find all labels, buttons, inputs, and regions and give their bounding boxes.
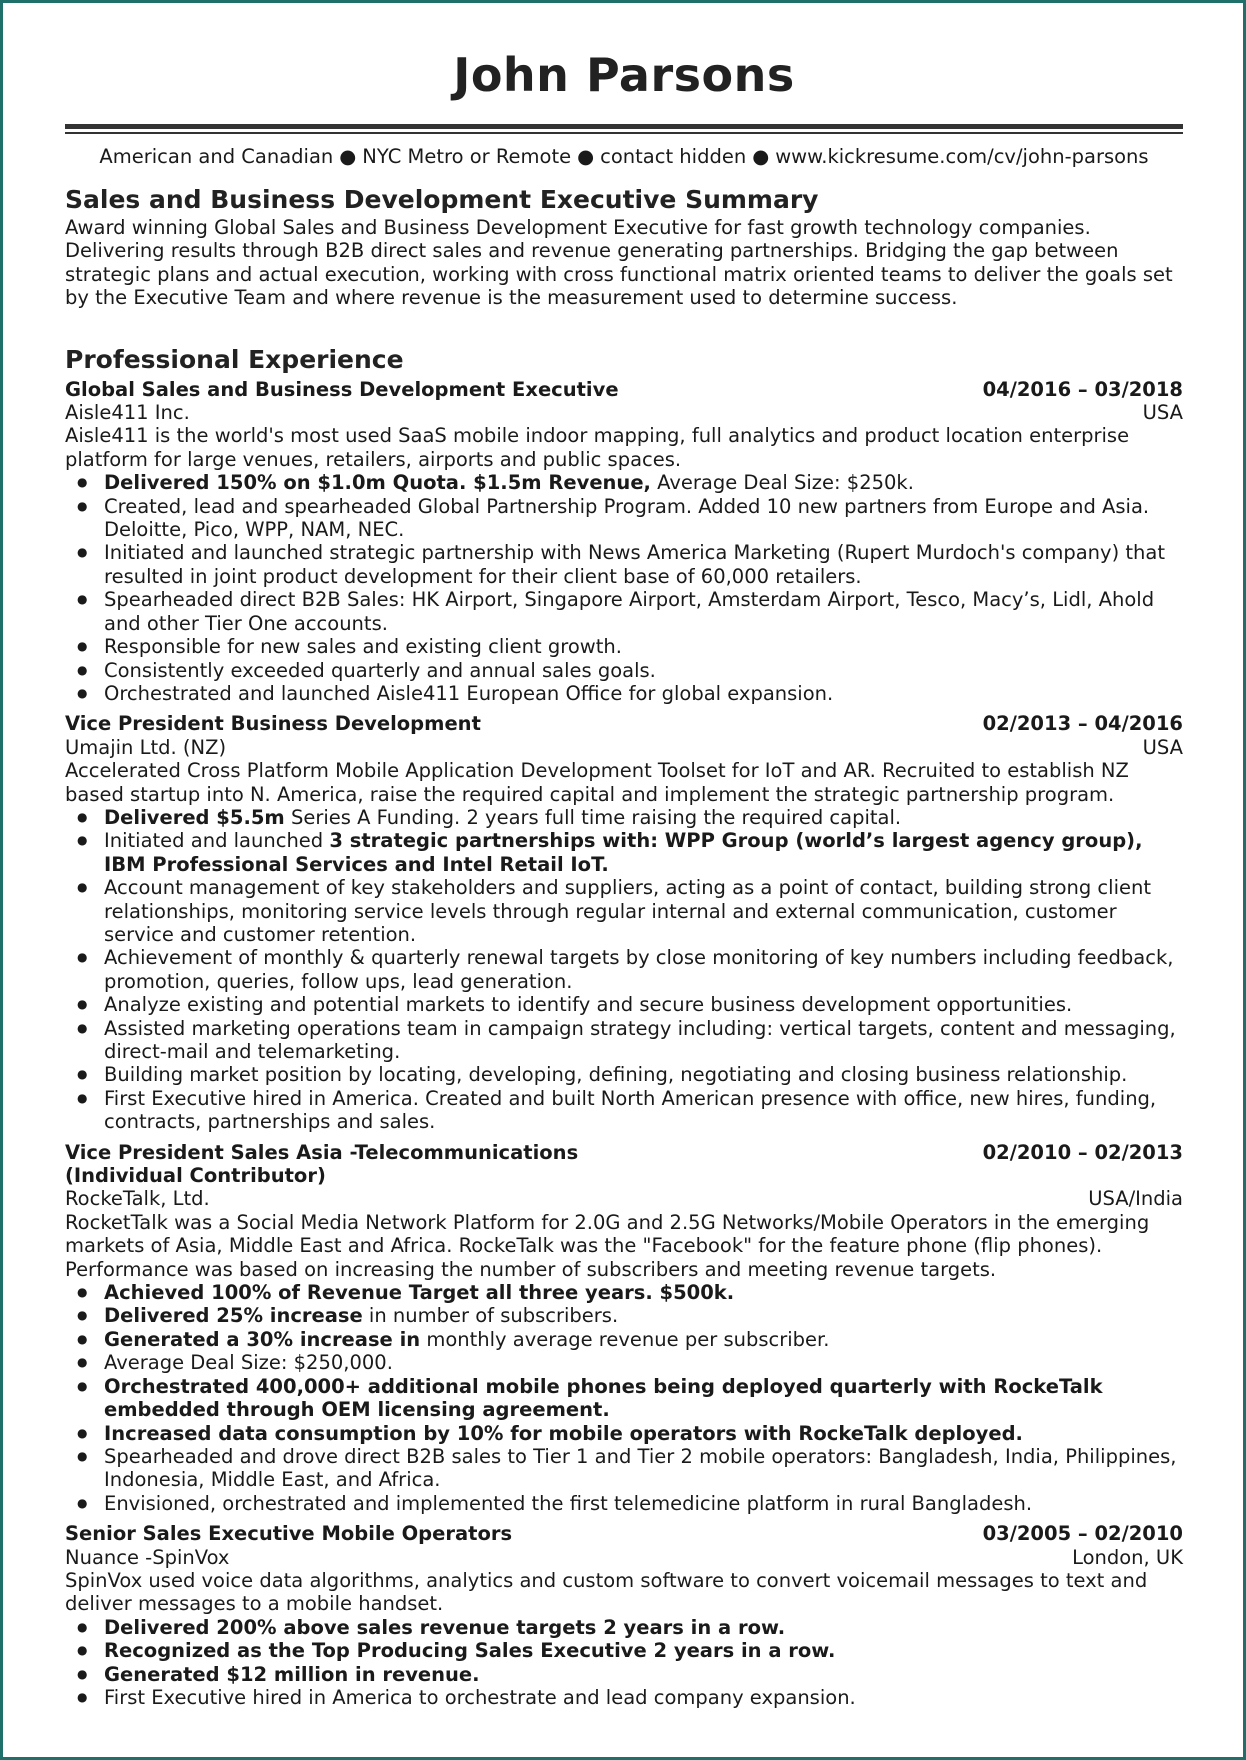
bullet-highlight: Delivered 150% on $1.0m Quota. $1.5m Revenue, bbox=[104, 471, 651, 495]
list-item bbox=[104, 829, 1183, 876]
job-company: Umajin Ltd. (NZ) bbox=[65, 735, 227, 759]
bullet-highlight: Recognized as the Top Producing Sales Executive 2 years in a row. bbox=[104, 1639, 836, 1663]
list-item bbox=[104, 495, 1183, 542]
list-item bbox=[104, 1281, 1183, 1304]
bullet-highlight: Increased data consumption by 10% for mobile operators with RockeTalk deployed. bbox=[104, 1421, 1023, 1445]
job-dates: 03/2005 – 02/2010 bbox=[982, 1522, 1183, 1546]
header-rule bbox=[65, 124, 1183, 134]
job-entry bbox=[65, 712, 1183, 1133]
job-dates: 02/2013 – 04/2016 bbox=[982, 712, 1183, 736]
bullet-text: Spearheaded and drove direct B2B sales to Tier 1 and Tier 2 mobile operators: Bangladesh, India, Philippines, Indonesia, Middle East, and Africa. bbox=[104, 1444, 1177, 1492]
bullet-text: Analyze existing and potential markets to identify and secure business development opportunities. bbox=[104, 993, 1073, 1017]
bullet-text: monthly average revenue per subscriber. bbox=[420, 1327, 830, 1351]
list-item bbox=[104, 993, 1183, 1016]
bullet-text: Initiated and launched strategic partnership with News America Marketing (Rupert Murdoch's company) that resulted in joint product development for their client base of 60,000 retailers. bbox=[104, 541, 1165, 588]
summary-section bbox=[65, 184, 1183, 310]
bullet-text: Series A Funding. 2 years full time raising the required capital. bbox=[284, 805, 902, 829]
list-item bbox=[104, 1639, 1183, 1662]
job-company-row bbox=[65, 401, 1183, 424]
contact-info: contact hidden bbox=[600, 145, 747, 168]
job-header bbox=[65, 1141, 1183, 1164]
job-entry bbox=[65, 378, 1183, 706]
job-company-row bbox=[65, 1187, 1183, 1210]
bullet-text: Average Deal Size: $250k. bbox=[650, 471, 914, 495]
job-company: RockeTalk, Ltd. bbox=[65, 1187, 210, 1211]
candidate-name: John Parsons bbox=[453, 48, 795, 102]
bullet-text: Account management of key stakeholders and suppliers, acting as a point of contact, building strong client relationships, monitoring service levels through regular internal and external communication, customer service and customer retention. bbox=[104, 876, 1151, 946]
experience-heading: Professional Experience bbox=[65, 344, 404, 374]
list-item bbox=[104, 1375, 1183, 1422]
separator-dot: ● bbox=[752, 145, 770, 168]
job-dates: 02/2010 – 02/2013 bbox=[982, 1140, 1183, 1164]
job-title: Vice President Sales Asia -Telecommunications bbox=[65, 1140, 579, 1164]
job-description: SpinVox used voice data algorithms, analytics and custom software to convert voicemail messages to text and deliver messages to a mobile handset. bbox=[65, 1568, 1148, 1616]
list-item bbox=[104, 1063, 1183, 1086]
bullet-text: Envisioned, orchestrated and implemented the first telemedicine platform in rural Bangladesh. bbox=[104, 1491, 1033, 1515]
resume-page bbox=[65, 40, 1183, 1709]
bullet-highlight: Delivered 200% above sales revenue targets 2 years in a row. bbox=[104, 1615, 786, 1639]
list-item bbox=[104, 806, 1183, 829]
list-item bbox=[104, 1445, 1183, 1492]
job-company-row bbox=[65, 736, 1183, 759]
bullet-highlight: Orchestrated 400,000+ additional mobile phones being deployed quarterly with RockeTalk embedded through OEM licensing agreement. bbox=[104, 1374, 1103, 1422]
bullet-highlight: Generated $12 million in revenue. bbox=[104, 1662, 480, 1686]
bullet-text: Assisted marketing operations team in campaign strategy including: vertical targets, content and messaging, direct-mail and telemarketing. bbox=[104, 1016, 1176, 1063]
list-item bbox=[104, 659, 1183, 682]
list-item bbox=[104, 635, 1183, 658]
job-achievements bbox=[65, 471, 1183, 705]
separator-dot: ● bbox=[577, 145, 595, 168]
list-item bbox=[104, 1304, 1183, 1327]
job-description: Accelerated Cross Platform Mobile Application Development Toolset for IoT and AR. Recruited to establish NZ based startup into N. America, raise the required capital and implement the strategic partnership program. bbox=[65, 759, 1129, 806]
job-title: Senior Sales Executive Mobile Operators bbox=[65, 1522, 513, 1546]
job-achievements bbox=[65, 806, 1183, 1134]
bullet-highlight: Generated a 30% increase in bbox=[104, 1327, 421, 1351]
job-location: USA bbox=[1142, 735, 1183, 759]
job-description: Aisle411 is the world's most used SaaS mobile indoor mapping, full analytics and product location enterprise platform for large venues, retailers, airports and public spaces. bbox=[65, 424, 1130, 471]
summary-heading: Sales and Business Development Executive Summary bbox=[65, 185, 819, 214]
bullet-highlight: Achieved 100% of Revenue Target all three years. $500k. bbox=[104, 1281, 735, 1305]
list-item bbox=[104, 471, 1183, 494]
bullet-text: First Executive hired in America. Created and built North American presence with office, new hires, funding, contracts, partnerships and sales. bbox=[104, 1086, 1157, 1134]
job-header bbox=[65, 1522, 1183, 1545]
job-entry bbox=[65, 1141, 1183, 1516]
job-company: Aisle411 Inc. bbox=[65, 401, 190, 425]
job-list bbox=[65, 378, 1183, 1710]
bullet-highlight: Delivered $5.5m bbox=[104, 805, 285, 829]
list-item bbox=[104, 1017, 1183, 1064]
list-item bbox=[104, 1328, 1183, 1351]
bullet-text: Responsible for new sales and existing client growth. bbox=[104, 635, 622, 659]
bullet-text: Consistently exceeded quarterly and annual sales goals. bbox=[104, 658, 656, 682]
job-achievements bbox=[65, 1616, 1183, 1710]
job-dates: 04/2016 – 03/2018 bbox=[982, 377, 1183, 401]
list-item bbox=[104, 541, 1183, 588]
list-item bbox=[104, 1686, 1183, 1709]
separator-dot: ● bbox=[339, 145, 357, 168]
bullet-text: Average Deal Size: $250,000. bbox=[104, 1351, 393, 1375]
bullet-text: Orchestrated and launched Aisle411 European Office for global expansion. bbox=[104, 681, 834, 705]
job-company: Nuance -SpinVox bbox=[65, 1545, 230, 1569]
bullet-text: in number of subscribers. bbox=[362, 1304, 619, 1328]
bullet-text: Achievement of monthly & quarterly renewal targets by close monitoring of key numbers including feedback, promotion, queries, follow ups, lead generation. bbox=[104, 946, 1174, 993]
job-location: USA bbox=[1142, 401, 1183, 425]
list-item bbox=[104, 1087, 1183, 1134]
contact-website: www.kickresume.com/cv/john-parsons bbox=[775, 145, 1149, 168]
list-item bbox=[104, 946, 1183, 993]
summary-text: Award winning Global Sales and Business Development Executive for fast growth technology companies. Delivering results through B2B direct sales and revenue generating partnerships. Bridging the gap between strategic plans and actual execution, working with cross functional matrix oriented teams to deliver the goals set by the Executive Team and where revenue is the measurement used to determine success. bbox=[65, 216, 1173, 310]
bullet-text-lead: Initiated and launched bbox=[104, 829, 330, 853]
job-entry bbox=[65, 1522, 1183, 1709]
list-item bbox=[104, 682, 1183, 705]
job-header bbox=[65, 378, 1183, 401]
job-header bbox=[65, 712, 1183, 735]
bullet-text: First Executive hired in America to orchestrate and lead company expansion. bbox=[104, 1685, 856, 1709]
list-item bbox=[104, 1616, 1183, 1639]
job-title: Global Sales and Business Development Executive bbox=[65, 377, 619, 401]
list-item bbox=[104, 588, 1183, 635]
bullet-highlight: Delivered 25% increase bbox=[104, 1304, 363, 1328]
list-item bbox=[104, 1663, 1183, 1686]
job-location: USA/India bbox=[1088, 1187, 1183, 1211]
list-item bbox=[104, 876, 1183, 946]
job-description: RocketTalk was a Social Media Network Platform for 2.0G and 2.5G Networks/Mobile Operators in the emerging markets of Asia, Middle East and Africa. RockeTalk was the "Facebook" for the feature phone (flip phones). Performance was based on increasing the number of subscribers and meeting revenue targets. bbox=[65, 1210, 1150, 1281]
bullet-text: Spearheaded direct B2B Sales: HK Airport, Singapore Airport, Amsterdam Airport, Tesco, Macy’s, Lidl, Ahold and other Tier One accounts. bbox=[104, 588, 1155, 635]
list-item bbox=[104, 1351, 1183, 1374]
job-location: London, UK bbox=[1072, 1545, 1183, 1569]
bullet-text: Created, lead and spearheaded Global Partnership Program. Added 10 new partners from Europe and Asia. Deloitte, Pico, WPP, NAM, NEC. bbox=[104, 494, 1150, 542]
job-achievements bbox=[65, 1281, 1183, 1515]
job-title: Vice President Business Development bbox=[65, 712, 481, 736]
job-subtitle: (Individual Contributor) bbox=[65, 1164, 326, 1188]
job-company-row bbox=[65, 1546, 1183, 1569]
list-item bbox=[104, 1492, 1183, 1515]
experience-section bbox=[65, 344, 1183, 1710]
contact-location: NYC Metro or Remote bbox=[362, 145, 572, 168]
contact-line bbox=[65, 144, 1183, 170]
bullet-text: Building market position by locating, developing, defining, negotiating and closing business relationship. bbox=[104, 1063, 1128, 1087]
bullet-highlight: 3 strategic partnerships with: WPP Group (world’s largest agency group), IBM Professional Services and Intel Retail IoT. bbox=[104, 829, 1143, 876]
contact-nationality: American and Canadian bbox=[99, 145, 334, 168]
list-item bbox=[104, 1422, 1183, 1445]
